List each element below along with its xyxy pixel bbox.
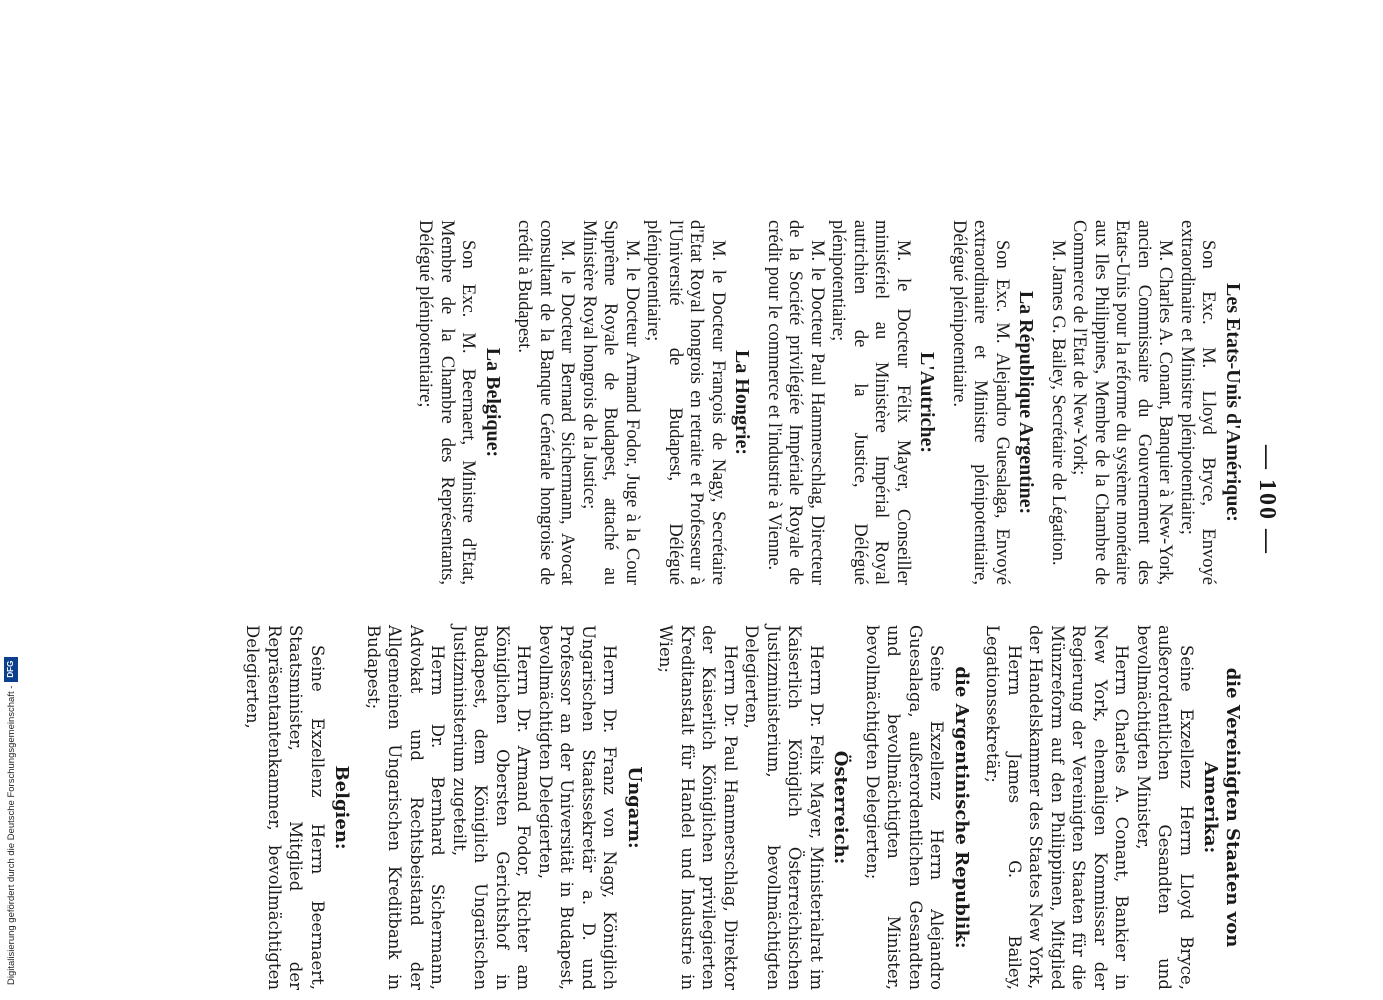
german-paragraph: Herrn Dr. Paul Hammerschlag, Direktor der Kaiserlich Königlichen privilegierten Kreditanstalt für Handel und Industrie in Wien;: [656, 625, 740, 990]
french-paragraph: M. le Docteur Paul Hammerschlag, Directeur de la Société privilégiée Impériale Royale de crédit pour le commerce et l'industrie à Vienne.: [764, 220, 827, 585]
german-paragraph: Herrn Dr. Bernhard Sichermann, Advokat und Rechtsbeistand der Allgemeinen Ungarischen Kreditbank in Budapest;: [364, 625, 448, 990]
french-heading: L'Autriche:: [916, 351, 939, 454]
french-heading: La Belgique:: [482, 347, 504, 458]
french-paragraph: M. le Docteur Félix Mayer, Conseiller ministériel au Ministère Impérial Royal autrichien de la Justice, Délégué plénipotentiaire;: [828, 220, 913, 585]
german-paragraph: Seine Exzellenz Herrn Alejandro Guesalaga, außerordentlichen Gesandten und bevollmächtigten Minister, bevollmächtigten Delegierten;: [863, 625, 947, 990]
german-paragraph: Seine Exzellenz Herrn Beernaert, Staatsminister, Mitglied der Repräsentantenkammer, bevollmächtigten Delegierten,: [243, 625, 327, 990]
french-heading: La République Argentine:: [1015, 290, 1038, 515]
dfg-logo-icon: DFG: [4, 657, 18, 682]
german-heading: Belgien:: [331, 765, 353, 850]
german-paragraph: Herrn Dr. Felix Mayer, Ministerialrat im Kaiserlich Königlich Österreichischen Justizministerium, bevollmächtigten Delegierten,: [742, 625, 826, 990]
german-paragraph: Seine Exzellenz Herrn Lloyd Bryce, außerordentlichen Gesandten und bevollmächtigten Minister,: [1134, 625, 1196, 990]
digitization-notice: [4, 385, 18, 985]
french-paragraph: M. James G. Bailey, Secrétaire de Légation.: [1048, 240, 1068, 566]
french-heading: Les Etats-Unis d'Amérique:: [1222, 283, 1244, 522]
german-column: [242, 625, 1243, 990]
german-paragraph: Herrn James G. Bailey, Legationssekretär;: [983, 625, 1024, 990]
french-column: [414, 220, 1243, 585]
digitization-notice-text: Digitalisierung gefördert durch die Deutsche Forschungsgemeinschaft -: [5, 685, 17, 985]
german-heading: die Vereinigten Staaten von Amerika:: [1200, 667, 1243, 948]
german-heading: Österreich:: [830, 750, 852, 865]
french-paragraph: Son Exc. M. Alejandro Guesalaga, Envoyé extraordinaire et Ministre plénipotentiaire, Délégué plénipotentiaire.: [949, 220, 1012, 585]
german-paragraph: Herrn Dr. Armand Fodor, Richter am Königlichen Obersten Gerichtshof in Budapest, dem Königlich Ungarischen Justizministerium zugeteilt,: [450, 625, 534, 990]
german-heading: die Argentinische Republik:: [951, 666, 972, 949]
french-paragraph: Son Exc. M. Beernaert, Ministre d'Etat, Membre de la Chambre des Représentants, Délégué plénipotentiaire;: [415, 220, 479, 585]
french-heading: La Hongrie:: [731, 350, 754, 455]
page-number: — 100 —: [1254, 445, 1280, 555]
french-paragraph: M. le Docteur Armand Fodor, Juge à la Cour Suprême Royale de Budapest, attaché au Ministère Royal hongrois de la Justice;: [579, 220, 642, 585]
digitization-stamp: [0, 0, 22, 1000]
german-paragraph: Herrn Charles A. Conant, Bankier in New York, ehemaligen Kommissar der Regierung der Vereinigten Staaten für die Münzreform auf den Philippinen, Mitglied der Handelskammer des Staates New York,: [1026, 625, 1132, 990]
french-paragraph: M. Charles A. Conant, Banquier à New-York, ancien Commissaire du Gouvernement des Etats-Unis pour la réforme du système monétaire aux Iles Philippines, Membre de la Chambre de Commerce de l'Etat de New-York;: [1069, 220, 1176, 585]
german-paragraph: Herrn Dr. Franz von Nagy, Königlich Ungarischen Staatssekretär a. D. und Professor an der Universität in Budapest, bevollmächtigten Delegierten,: [536, 625, 620, 990]
french-paragraph: M. le Docteur François de Nagy, Secrétaire d'Etat Royal hongrois en retraite et Professeur à l'Université de Budapest, Délégué plénipotentiaire;: [643, 220, 728, 585]
french-paragraph: Son Exc. M. Lloyd Bryce, Envoyé extraordinaire et Ministre plénipotentiaire;: [1177, 220, 1219, 585]
german-heading: Ungarn:: [624, 766, 645, 849]
french-paragraph: M. le Docteur Bernard Sichermann, Avocat consultant de la Banque Générale hongroise de crédit à Budapest.: [514, 220, 578, 585]
